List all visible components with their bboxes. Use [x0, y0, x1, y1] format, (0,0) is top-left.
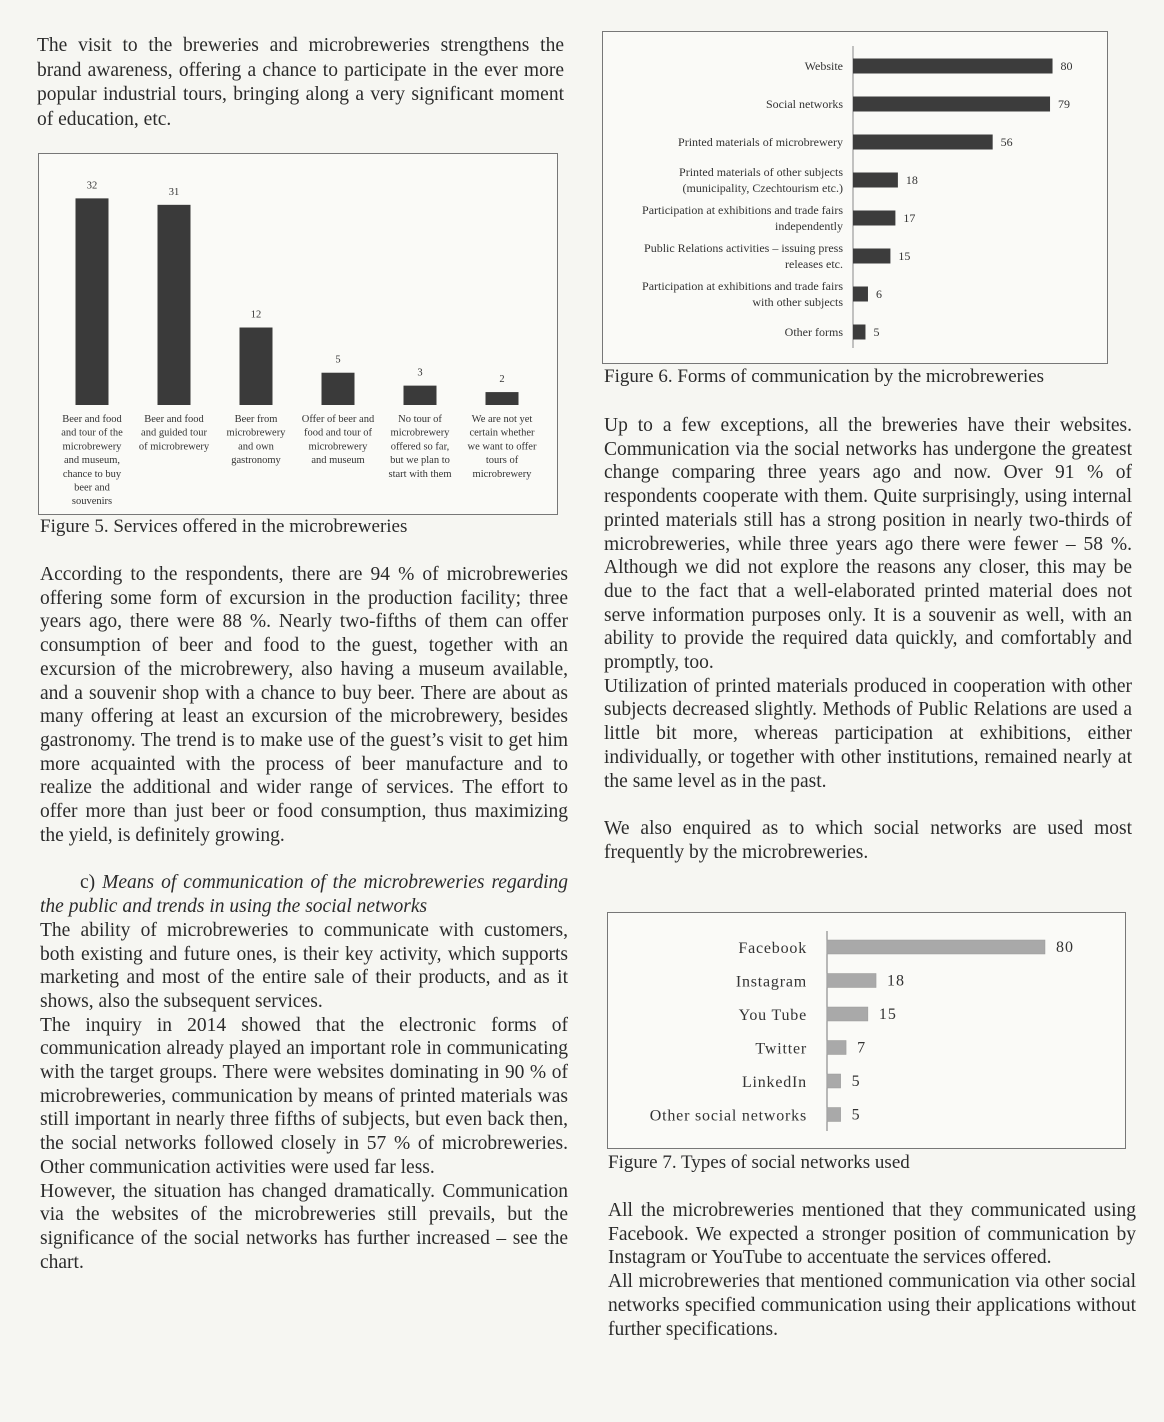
- fig6-category-label-4-1: Printed materials of other subjects: [679, 165, 843, 179]
- fig6-value-label-5: 17: [903, 211, 916, 225]
- fig5-category-label-1-5: chance to buy: [62, 468, 122, 480]
- figure-7-chart: [607, 912, 1126, 1149]
- figure-5-svg: [39, 154, 557, 514]
- fig6-bar-8: [853, 325, 865, 340]
- figure-6-chart: [602, 31, 1108, 364]
- fig5-category-label-6-5: microbrewery: [472, 468, 532, 480]
- fig7-category-label-3: You Tube: [738, 1007, 807, 1024]
- fig6-category-label-7-1: Participation at exhibitions and trade fairs: [642, 279, 843, 293]
- fig6-category-label-4-2: (municipality, Czechtourism etc.): [682, 181, 843, 195]
- fig5-category-label-6-4: tours of: [485, 455, 519, 467]
- fig7-value-label-3: 15: [878, 1006, 897, 1023]
- fig7-bar-6: [827, 1108, 841, 1122]
- fig5-bar-6: [486, 392, 519, 405]
- fig6-category-label-6-2: releases etc.: [785, 257, 843, 271]
- fig6-category-label-8-1: Other forms: [784, 325, 843, 339]
- right-body-top: [604, 414, 1132, 865]
- left-body: [40, 563, 568, 1274]
- fig5-value-label-5: 3: [417, 367, 423, 379]
- fig5-category-label-5-3: offered so far,: [390, 441, 450, 453]
- section-heading: [40, 871, 568, 918]
- figure-7-caption: Figure 7. Types of social networks used: [608, 1152, 910, 1173]
- fig7-value-label-1: 80: [1056, 939, 1074, 956]
- fig5-category-label-6-3: we want to offer: [467, 441, 537, 453]
- fig5-category-label-1-4: and museum,: [64, 455, 120, 467]
- fig7-category-label-6: Other social networks: [649, 1107, 807, 1125]
- fig7-category-label-2: Instagram: [735, 973, 807, 991]
- fig5-category-label-3-1: Beer from: [234, 414, 278, 425]
- figure-6-caption: Figure 6. Forms of communication by the microbreweries: [604, 366, 1045, 387]
- fig6-bar-5: [853, 211, 895, 226]
- fig5-bar-4: [322, 373, 355, 405]
- fig5-category-label-1-7: souvenirs: [71, 496, 113, 508]
- fig5-category-label-4-2: food and tour of: [304, 427, 372, 439]
- section-heading-text: Means of communication of the microbreweries regarding the public and trends in using the social networks: [40, 872, 568, 918]
- facebook-paragraph: All the microbreweries mentioned that they communicated using Facebook. We expected a stronger position of communication by Instagram or YouTube to accentuate the services offered.: [608, 1200, 1136, 1269]
- fig6-category-label-5-1: Participation at exhibitions and trade fairs: [642, 203, 843, 217]
- fig5-category-label-5-5: start with them: [388, 468, 452, 480]
- fig5-value-label-4: 5: [335, 354, 341, 366]
- websites-paragraph: Up to a few exceptions, all the breweries have their websites. Communication via the social networks has undergone the greatest change comparing three years ago and now. Over 91 % of respondents cooperate with them. Quite surprisingly, using internal printed materials still has a strong position in nearly two-thirds of microbreweries, while three years ago there were fewer – 58 %. Although we did not explore the reasons any closer, this may be due to the fact that a well-elaborated printed material does not serve information purposes only. It is a souvenir as well, with an ability to provide the required data quickly, and comfortably and promptly, too.: [604, 415, 1132, 674]
- fig7-bar-2: [827, 974, 876, 988]
- fig7-value-label-2: 18: [887, 972, 906, 990]
- however-paragraph: However, the situation has changed dramatically. Communication via the websites of the microbreweries still prevails, but the significance of the social networks has further increased – see the chart.: [40, 1180, 568, 1273]
- fig5-value-label-3: 12: [250, 309, 262, 321]
- figure-7-svg: [608, 913, 1125, 1148]
- fig7-value-label-5: 5: [851, 1073, 861, 1090]
- fig6-bar-2: [853, 97, 1050, 112]
- fig5-category-label-2-3: of microbrewery: [138, 441, 210, 453]
- fig6-value-label-4: 18: [905, 173, 918, 187]
- fig5-category-label-6-1: We are not yet: [471, 414, 533, 425]
- fig6-value-label-6: 15: [898, 249, 911, 263]
- fig6-value-label-7: 6: [875, 287, 882, 301]
- fig5-category-label-4-4: and museum: [311, 455, 365, 467]
- figure-6-svg: [603, 32, 1107, 363]
- services-paragraph: According to the respondents, there are 94 % of microbreweries offering some form of excursion in the production facility; three years ago, there were 88 %. Nearly two-fifths of them can offer consumption of beer and food to the guest, together with an excursion of the microbrewery, also having a museum available, and a souvenir shop with a chance to buy beer. There are about as many offering at least an excursion of the microbrewery, besides gastronomy. The trend is to make use of the guest’s visit to get him more acquainted with the process of beer manufacture and to realize the additional and wider range of services. The effort to offer more than just beer or food consumption, thus maximizing the yield, is definitely growing.: [40, 564, 568, 846]
- intro-text: The visit to the breweries and microbreweries strengthens the brand awareness, offering a chance to participate in the ever more popular industrial tours, bringing along a very significant moment of education, etc.: [37, 35, 564, 130]
- fig6-category-label-3-1: Printed materials of microbrewery: [678, 135, 843, 149]
- fig7-category-label-1: Facebook: [738, 940, 807, 957]
- fig5-category-label-1-2: and tour of the: [61, 427, 123, 439]
- fig5-category-label-2-1: Beer and food: [144, 414, 204, 425]
- fig5-value-label-2: 31: [168, 186, 180, 198]
- fig6-category-label-2-1: Social networks: [766, 97, 843, 111]
- fig5-category-label-4-3: microbrewery: [308, 441, 368, 453]
- intro-paragraph: [37, 34, 564, 132]
- fig6-value-label-1: 80: [1060, 59, 1073, 73]
- fig5-bar-5: [404, 386, 437, 405]
- fig7-bar-4: [827, 1041, 846, 1055]
- fig6-category-label-1-1: Website: [804, 59, 843, 73]
- other-networks-paragraph: All microbreweries that mentioned communication via other social networks specified communication using their applications without further specifications.: [608, 1271, 1136, 1340]
- fig6-bar-1: [853, 59, 1053, 74]
- fig5-category-label-5-2: microbrewery: [390, 427, 450, 439]
- fig7-value-label-6: 5: [851, 1106, 861, 1124]
- right-body-bottom: [608, 1199, 1136, 1341]
- ability-paragraph: The ability of microbreweries to communicate with customers, both existing and future ones, is their key activity, which supports marketing and most of the entire sale of their products, and as it shows, also the subsequent services.: [40, 919, 568, 1012]
- fig6-bar-7: [853, 287, 868, 302]
- fig7-bar-5: [827, 1074, 841, 1088]
- fig5-category-label-5-4: but we plan to: [390, 455, 450, 467]
- fig5-category-label-2-2: and guided tour: [141, 427, 207, 439]
- fig5-bar-3: [240, 328, 273, 405]
- fig5-category-label-6-2: certain whether: [469, 427, 535, 439]
- fig6-value-label-8: 5: [873, 325, 880, 339]
- fig5-bar-2: [158, 205, 191, 405]
- fig6-category-label-6-1: Public Relations activities – issuing press: [644, 241, 843, 255]
- figure-5-caption: Figure 5. Services offered in the microbreweries: [40, 516, 408, 537]
- fig5-category-label-4-1: Offer of beer and: [301, 414, 375, 425]
- inquiry-paragraph: The inquiry in 2014 showed that the electronic forms of communication already played an important role in communicating with the target groups. There were websites dominating in 90 % of microbreweries, communication by means of printed materials was still important in nearly three fifths of subjects, but even back then, the social networks followed closely in 57 % of microbreweries. Other communication activities were used far less.: [40, 1014, 568, 1178]
- figure-5-chart: [38, 153, 558, 515]
- fig6-bar-4: [853, 173, 898, 188]
- fig7-bar-1: [827, 940, 1045, 954]
- fig6-value-label-3: 56: [1000, 135, 1013, 149]
- fig5-category-label-1-1: Beer and food: [62, 414, 122, 425]
- fig5-category-label-5-1: No tour of: [398, 414, 442, 425]
- fig5-category-label-3-4: gastronomy: [231, 455, 281, 467]
- fig5-value-label-1: 32: [86, 180, 98, 192]
- enquired-paragraph: We also enquired as to which social networks are used most frequently by the microbreweries.: [604, 818, 1132, 863]
- fig6-category-label-7-2: with other subjects: [752, 295, 843, 309]
- fig6-bar-3: [853, 135, 993, 150]
- section-heading-prefix: c): [80, 872, 96, 894]
- fig6-category-label-5-2: independently: [775, 219, 843, 233]
- fig7-category-label-4: Twitter: [755, 1040, 807, 1058]
- fig7-bar-3: [827, 1007, 868, 1021]
- fig6-bar-6: [853, 249, 890, 264]
- fig7-category-label-5: LinkedIn: [741, 1074, 807, 1091]
- fig5-category-label-3-3: and own: [238, 441, 274, 453]
- fig5-category-label-3-2: microbrewery: [226, 427, 286, 439]
- fig5-category-label-1-6: beer and: [74, 482, 110, 494]
- fig6-value-label-2: 79: [1058, 97, 1071, 111]
- fig5-bar-1: [76, 198, 109, 405]
- fig5-category-label-1-3: microbrewery: [62, 441, 122, 453]
- fig7-value-label-4: 7: [857, 1039, 867, 1057]
- utilization-paragraph: Utilization of printed materials produced in cooperation with other subjects decreased slightly. Methods of Public Relations are used a little bit more, whereas participation at exhibitions, either individually, or together with other institutions, remained nearly at the same level as in the past.: [604, 675, 1132, 792]
- fig5-value-label-6: 2: [499, 374, 505, 386]
